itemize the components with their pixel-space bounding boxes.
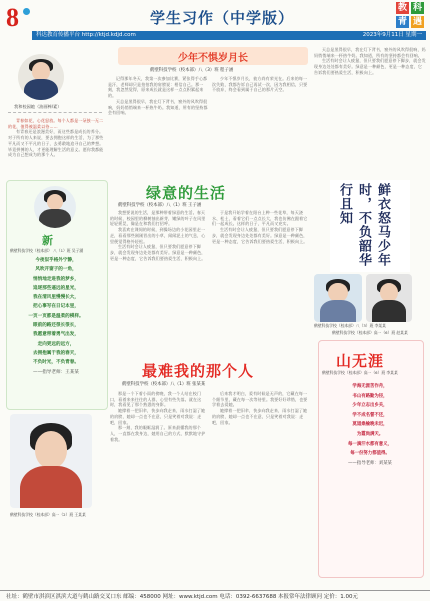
intro-text	[8, 118, 104, 176]
right-paragraph: 生活有时会让人疲惫，但只要我们愿意停下脚步，就会发现身边处处都有美好。绿意是一种颜色，更是一种态度，它告诉我们要热爱生活，积极向上。	[314, 58, 426, 75]
header-bar	[32, 31, 426, 40]
poem-photo-caption: 鹤壁科技学校（校本部）高一（2）班 王某某	[10, 512, 86, 517]
article3-col1	[110, 391, 208, 587]
footer-text: 社址：鹤壁市淇滨区淇滨大道与鹤山路交叉口东 邮编：458000 网址：www.ktjd.com 电话：0392-6637688 本报常年法律顾问 定价：1.00元	[6, 594, 359, 600]
student-photo	[18, 54, 64, 100]
page-header	[0, 0, 430, 46]
article3-paragraph: 那一刻，我的眼眶湿润了。原来最懂我的那个人，一直都在我身边，她用自己的方式，默默地守护着我。	[110, 425, 206, 442]
right-column-text	[314, 47, 426, 177]
poem-photo	[10, 414, 92, 508]
intro-paragraph: 有青春还是浪漫美好，而这些都是成长的养分。对于所有的人来说，要去拥抱这样的生活，为了那些平凡而又不平凡的日子，去勇敢地追寻自己的梦想。毕竟拼搏的人，才更能理解生活的意义。愿你我都能成为自己想成为的那个人。	[8, 129, 104, 158]
logo	[396, 2, 426, 30]
poem-red-author: 鹤壁科技学校（校本部）高一（6）班 李某某	[322, 370, 398, 375]
poem-green: 今夜似乎格外宁静， 风吹开窗子的一角， 悄悄地走进我的梦乡， 追逐那些遥远的星光， 我在清风里慢慢长大， 把心事写在日记本里， 一页一页都是温柔的模样。 眼前的路还很长很长， 我愿意带着勇气出发， 走向更远的远方， 去拥抱属于我的春天， 不负时光，不负青春。 ——指导老师：王某某	[28, 258, 84, 375]
article3-paragraph: 她撑着一把旧伞，快步向我走来，雨水打湿了她的肩膀，她却一点也不在意，只是笑着对我说：走吧，回家。	[212, 408, 308, 425]
logo-char: 青	[397, 17, 407, 27]
article2-paragraph: 我想要说的生活，是那种带着绿意的生活。春天的时候，校园里的柳树抽出新芽，嫩绿的叶子在风里轻轻摇晃，像是在和我们打招呼。	[110, 210, 206, 227]
article1-byline: 鹤壁科技学校（校本部）八（3）班 程子涵	[150, 68, 234, 73]
header-bar-date: 2023年9月11日 星期一	[362, 32, 422, 38]
logo-char: 教	[397, 3, 407, 13]
article2-col2	[212, 210, 308, 356]
article2-byline: 鹤壁科技学校（校本部）八（1）班 王子涵	[118, 203, 202, 208]
girl-photo-caption: 鹤壁科技学校（校本部）八（3）班 李某某	[314, 323, 386, 328]
article3-byline: 鹤壁科技学校（校本部）八（1）班 张某某	[122, 382, 206, 387]
article1-paragraph: 少年不惧岁月长，彼方尚有荣光在。后来的每一次失败，我都告诉自己再试一次，因为我相信，只要不放弃，终会看到属于自己的那片天空。	[212, 76, 308, 93]
article2-paragraph: 生活有时会让人疲惫，但只要我们愿意停下脚步，就会发现身边处处都有美好。绿意是一种颜色，更是一种态度，它告诉我们要热爱生活，积极向上。	[110, 244, 206, 261]
boy-photo	[366, 274, 412, 322]
article1-col2	[212, 76, 310, 176]
header-bar-site: 科达教育传播平台 http://ktjd.kdjd.com	[36, 32, 136, 38]
poem-green-author: 鹤壁科技学校（校本部） 八（1）班 吴子涵	[10, 248, 84, 253]
article3-title: 最难我的那个人	[142, 362, 255, 380]
vertical-title: 鲜衣怒马少年时，不负韶华行且知	[338, 183, 391, 267]
article1-col1	[108, 76, 208, 176]
paper-title: 学生习作（中学版）	[150, 9, 295, 27]
article2-paragraph: 生活有时会让人疲惫，但只要我们愿意停下脚步，就会发现身边处处都有美好。绿意是一种颜色，更是一种态度，它告诉我们要热爱生活，积极向上。	[212, 227, 308, 244]
article2-col1	[110, 210, 208, 356]
girl-photo	[314, 274, 362, 322]
article3-paragraph: 那是一个下着小雨的傍晚，我一个人站在校门口，看着来来往往的人群，心里有些失落。就在这时，我看见了那个熟悉的身影。	[110, 391, 202, 408]
poem-red-title: 山无涯	[336, 352, 385, 370]
intro-caption: 我和校园她（油画棒/素）	[14, 104, 62, 109]
article3-col2	[212, 391, 310, 587]
article3-paragraph: 后来我才明白，爱有时候是无声的，它藏在每一个细节里，藏在每一次等待里。我要好好珍惜，也要学着去爱她。	[212, 391, 308, 408]
logo-char: 遇	[412, 17, 422, 27]
boy-photo-caption: 鹤壁科技学校（校本部）高一（6）班 赵某某	[332, 330, 408, 335]
page-dot-icon	[23, 8, 30, 15]
right-paragraph: 天总是黑得很早，我在灯下背书，窗外的风吹得很响，妈妈悄悄端来一杯热牛奶。我知道，所有的坚持都会有回响。	[314, 47, 426, 58]
poem-red: 学海无涯苦作舟， 书山有路勤为径， 少年立志出乡关， 学不成名誓不还， 莫道桑榆晚未迟， 为霞尚满天。 每一滴汗水都有意义， 每一份努力都值得。 ——指导老师：刘某某	[348, 384, 392, 466]
article3-paragraph: 她撑着一把旧伞，快步向我走来，雨水打湿了她的肩膀，她却一点也不在意，只是笑着对我说：走吧，回家。	[110, 408, 206, 425]
article1-title: 少年不惧岁月长	[178, 53, 248, 64]
poem-green-title: 新	[42, 234, 54, 247]
article2-paragraph: 我喜欢在课间的时候，到操场边的小花园里走一走，看看那些刚刚冒出的小草，闻闻泥土的气息，心里便觉得格外轻松。	[110, 227, 206, 244]
article1-paragraph: 记得那年冬天，我第一次参加比赛，紧张得手心都是汗，老师却只是拍拍我的肩膀说：相信自己。那一刻，我忽然觉得，原来成长就是这样一点点积累起来的。	[108, 76, 208, 99]
article2-title: 绿意的生活	[146, 184, 227, 202]
logo-char: 科	[412, 3, 422, 13]
article2-paragraph: 于是我开始学着在阳台上种一些花草，每天浇水、松土，看着它们一点点长大，我也仿佛在跟着它们一起成长。这样的日子，平凡而又充实。	[212, 210, 308, 227]
intro-quote: 青春如花，心花怒放。每个人都是一朵独一无二的花，值得被温柔以待……	[8, 118, 104, 129]
page-footer	[0, 590, 430, 601]
article1-banner	[118, 47, 308, 65]
poem-author-photo	[34, 186, 76, 228]
article1-paragraph: 天总是黑得很早，我在灯下背书，窗外的风吹得很响，妈妈悄悄端来一杯热牛奶。我知道，所有的坚持都会有回响。	[108, 98, 208, 116]
page-number: 8	[6, 3, 19, 32]
